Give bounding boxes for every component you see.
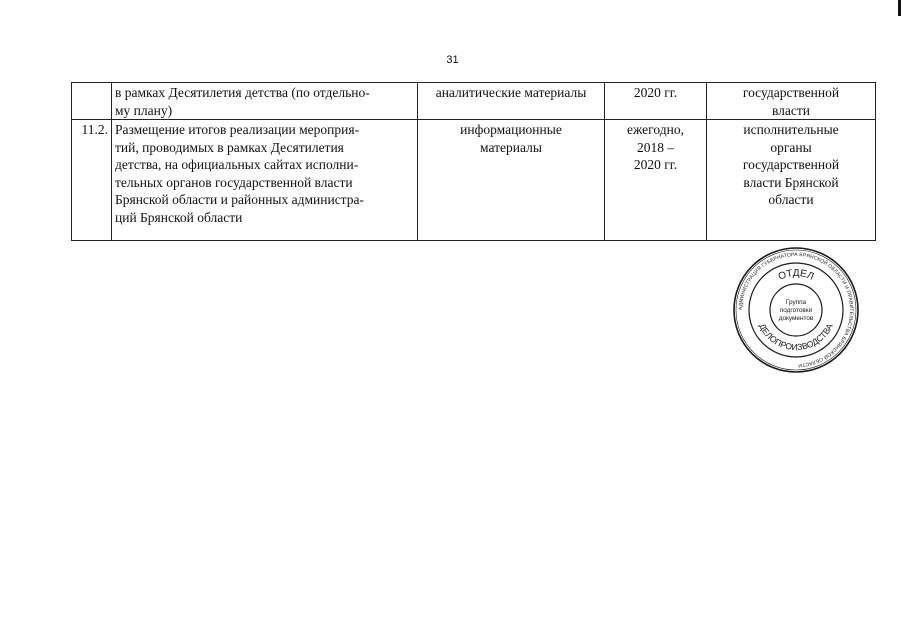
cell-line: в рамках Десятилетия детства (по отдельно- — [115, 85, 370, 100]
cell-line: ций Брянской области — [115, 209, 243, 225]
result-form-cell — [418, 120, 605, 241]
cell-line: детства, на официальных сайтах исполни- — [115, 157, 359, 172]
stamp-center-line: подготовки — [779, 307, 813, 314]
cell-line: материалы — [480, 139, 542, 155]
table-row — [72, 120, 876, 241]
cell-line: 2020 гг. — [633, 157, 678, 172]
table-row — [72, 83, 876, 120]
cell-line: 2018 – — [636, 139, 675, 155]
measure-description-cell — [112, 83, 418, 120]
cell-line: ежегодно, — [627, 122, 684, 137]
cell-line: му плану) — [115, 102, 173, 118]
cell-line: тельных органов государственной власти — [115, 174, 353, 190]
row-number-cell — [72, 83, 112, 120]
edge-mark — [898, 0, 901, 16]
cell-line: власти — [771, 102, 811, 118]
stamp-outer-text: АДМИНИСТРАЦИЯ ГУБЕРНАТОРА БРЯНСКОЙ ОБЛАСТИ И ПРАВИТЕЛЬСТВА БРЯНСКОЙ ОБЛАСТИ — [737, 251, 855, 368]
measure-description-cell — [112, 120, 418, 241]
cell-line: Брянской области и районных администра- — [115, 192, 364, 207]
executor-cell — [707, 83, 876, 120]
cell-line: исполнительные — [743, 122, 839, 137]
row-number-cell: 11.2. — [72, 120, 112, 241]
cell-line: области — [768, 192, 814, 207]
stamp-center-line: документов — [778, 315, 814, 322]
stamp-ring-bottom: ДЕЛОПРОИЗВОДСТВА — [757, 321, 835, 353]
seal-stamp — [732, 246, 860, 374]
deadline-cell — [605, 83, 707, 120]
result-form-cell — [418, 83, 605, 120]
deadline-cell — [605, 120, 707, 241]
cell-line: аналитические материалы — [435, 85, 587, 100]
page-number: 31 — [446, 54, 459, 66]
cell-line: тий, проводимых в рамках Десятилетия — [115, 139, 344, 155]
executor-cell — [707, 120, 876, 241]
cell-line: органы — [770, 139, 812, 155]
cell-line: информационные — [460, 122, 562, 137]
measures-table — [71, 82, 876, 241]
cell-line: 2020 гг. — [633, 85, 678, 100]
stamp-center-line: Группа — [785, 299, 807, 306]
cell-line: Размещение итогов реализации мероприя- — [115, 122, 360, 137]
cell-line: государственной — [742, 85, 840, 100]
stamp-ring-top: ОТДЕЛ — [776, 267, 816, 283]
cell-line: государственной — [742, 157, 840, 172]
cell-line: власти Брянской — [743, 174, 839, 190]
